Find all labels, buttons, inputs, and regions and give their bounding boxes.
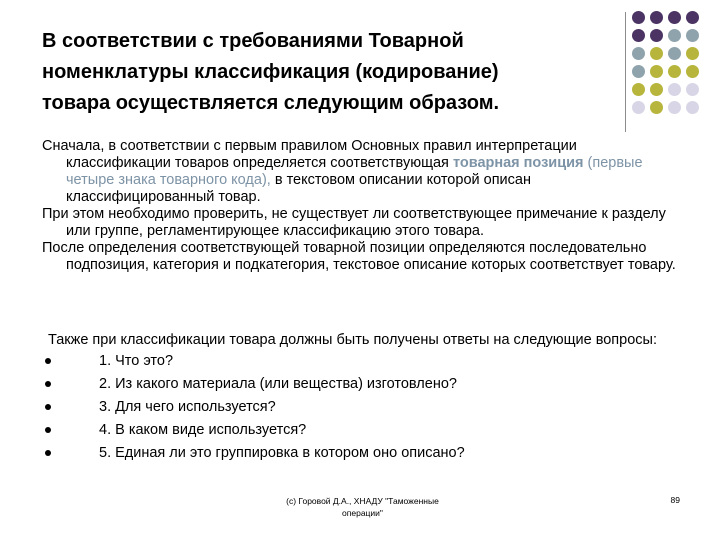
decorative-dot [632,47,645,60]
highlight-code-note: (первые четыре знака товарного кода), [66,155,643,188]
decorative-dot [650,101,663,114]
title-line-2: номенклатуры классификация (кодирование) [42,61,499,83]
decorative-dot [650,83,663,96]
decorative-dot [686,65,699,78]
questions-list [42,350,682,465]
list-item [42,350,682,373]
questions-block [42,332,682,465]
decorative-dot-grid [632,11,720,121]
bullet-icon [45,404,51,410]
bullet-icon [45,427,51,433]
decorative-dot [686,47,699,60]
decorative-dot [632,29,645,42]
slide-title [42,26,612,119]
paragraph-first-rule [42,138,682,206]
decorative-dot [686,101,699,114]
bullet-icon [45,450,51,456]
question-text: 4. В каком виде используется? [99,421,307,438]
decorative-dot [650,29,663,42]
decorative-dot [632,65,645,78]
paragraph-subposition: После определения соответствующей товарной позиции определяются последовательно подпозиция, категория и подкатегория, текстовое описание которых соответствует товару. [42,240,676,273]
paragraph-text: Сначала, в соответствии с первым правилом Основных правил интерпретации классификации товаров определяется соответствующая [42,138,577,171]
paragraph-check-notes: При этом необходимо проверить, не существует ли соответствующее примечание к разделу или группе, регламентирующее классификацию этого товара. [42,206,666,239]
decorative-dot [650,11,663,24]
decorative-dot [632,101,645,114]
bullet-icon [45,381,51,387]
decorative-dot [668,101,681,114]
main-text [42,138,682,274]
question-text: 3. Для чего используется? [99,398,276,415]
decorative-dot [650,47,663,60]
decorative-dot [650,65,663,78]
footer-line-1: (с) Горовой Д.А., ХНАДУ "Таможенные [286,496,439,506]
decorative-dot [668,65,681,78]
list-item [42,442,682,465]
decorative-dot [686,11,699,24]
footer-line-2: операции" [342,508,383,518]
question-text: 5. Единая ли это группировка в котором оно описано? [99,444,465,461]
page-number: 89 [670,495,680,505]
title-line-3: товара осуществляется следующим образом. [42,92,500,114]
decorative-dot [686,83,699,96]
decorative-dot [632,83,645,96]
list-item [42,396,682,419]
footer-credit [240,495,485,519]
decorative-dot [668,29,681,42]
decorative-dot [668,47,681,60]
paragraph-text: в текстовом описании которой описан классифицированный товар. [66,172,531,205]
decorative-dot [686,29,699,42]
decorative-dot [668,83,681,96]
questions-intro: Также при классификации товара должны быть получены ответы на следующие вопросы: [48,332,657,348]
list-item [42,373,682,396]
question-text: 1. Что это? [99,352,174,369]
list-item [42,419,682,442]
highlight-commodity-position: товарная позиция [452,155,584,171]
decorative-divider [625,12,626,132]
question-text: 2. Из какого материала (или вещества) изготовлено? [99,375,457,392]
title-line-1: В соответствии с требованиями Товарной [42,30,464,52]
decorative-dot [668,11,681,24]
bullet-icon [45,358,51,364]
decorative-dot [632,11,645,24]
